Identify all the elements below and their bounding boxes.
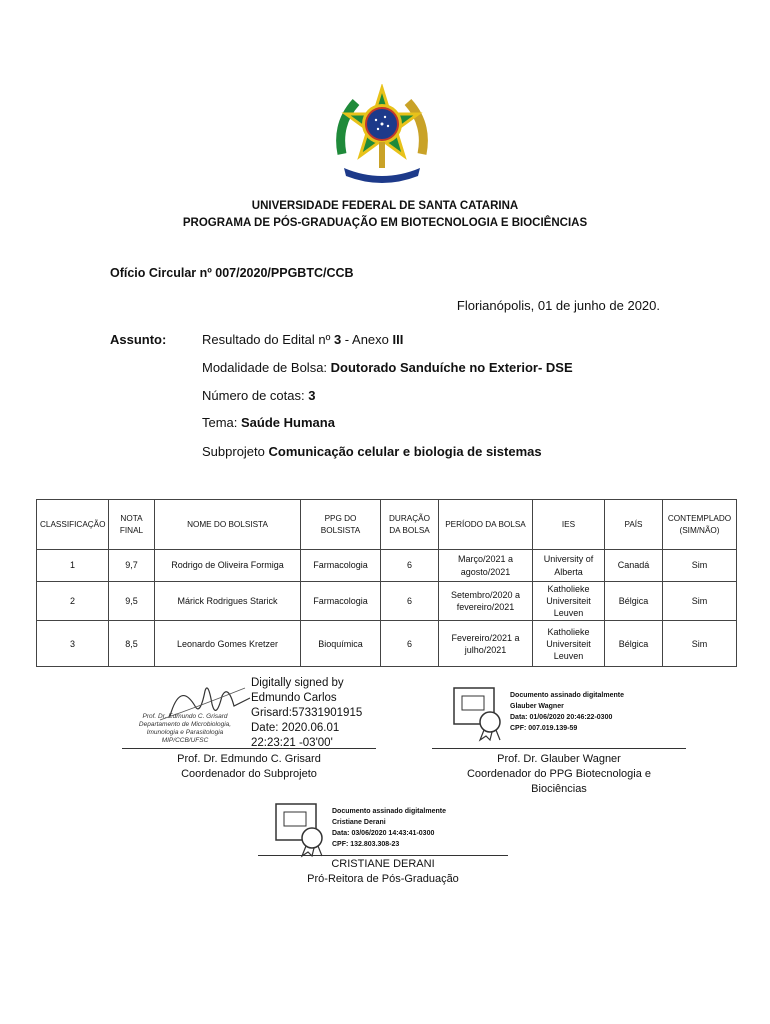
cell-nota: 9,7 bbox=[109, 550, 155, 582]
subprojeto-line: Subprojeto Comunicação celular e biologia de sistemas bbox=[202, 444, 542, 459]
stamp-line: Departamento de Microbiologia, bbox=[138, 721, 232, 729]
digital-line: Grisard:57331901915 bbox=[251, 706, 363, 719]
table-row bbox=[37, 621, 737, 667]
header-periodo: PERÍODO DA BOLSA bbox=[439, 500, 533, 550]
cell-ppg: Farmacologia bbox=[301, 550, 381, 582]
cell-classificacao: 1 bbox=[37, 550, 109, 582]
signer-name: Prof. Dr. Glauber Wagner bbox=[497, 753, 621, 765]
header-classificacao: CLASSIFICAÇÃO bbox=[37, 500, 109, 550]
signer-role: Pró-Reitora de Pós-Graduação bbox=[307, 872, 459, 885]
signer-role: Biociências bbox=[531, 782, 587, 795]
program-title: PROGRAMA DE PÓS-GRADUAÇÃO EM BIOTECNOLOGIA E BIOCIÊNCIAS bbox=[182, 217, 588, 229]
header-nota-final: NOTA FINAL bbox=[109, 500, 155, 550]
digital-signature-text bbox=[251, 676, 362, 751]
stamp-line: Documento assinado digitalmente bbox=[332, 808, 446, 815]
signer-2-block bbox=[432, 752, 686, 797]
brazil-coat-of-arms-icon bbox=[330, 84, 434, 188]
cell-ppg: Farmacologia bbox=[301, 582, 381, 621]
digital-stamp-3 bbox=[332, 807, 446, 850]
tema-line: Tema: Saúde Humana bbox=[202, 415, 335, 430]
cell-duracao: 6 bbox=[381, 550, 439, 582]
stamp-line: Cristiane Derani bbox=[332, 818, 386, 826]
header-pais: PAÍS bbox=[605, 500, 663, 550]
cell-duracao: 6 bbox=[381, 621, 439, 667]
digital-seal-icon bbox=[450, 686, 506, 742]
signer-name: Prof. Dr. Edmundo C. Grisard bbox=[177, 753, 321, 765]
signer-1-block bbox=[122, 752, 376, 782]
digital-seal-icon bbox=[272, 802, 328, 858]
header-ies: IES bbox=[533, 500, 605, 550]
cell-nota: 9,5 bbox=[109, 582, 155, 621]
oficio-number: Ofício Circular nº 007/2020/PPGBTC/CCB bbox=[110, 266, 354, 280]
cell-ies: University of Alberta bbox=[533, 550, 605, 582]
cell-classificacao: 3 bbox=[37, 621, 109, 667]
cell-pais: Bélgica bbox=[605, 621, 663, 667]
resultado-line: Resultado do Edital nº 3 - Anexo III bbox=[202, 332, 404, 347]
cell-pais: Canadá bbox=[605, 550, 663, 582]
digital-line: Date: 2020.06.01 bbox=[251, 721, 340, 734]
stamp-line: Data: 01/06/2020 20:46:22-0300 bbox=[510, 713, 613, 721]
cell-periodo: Março/2021 a agosto/2021 bbox=[439, 550, 533, 582]
signer-role: Coordenador do PPG Biotecnologia e bbox=[466, 767, 652, 780]
cell-duracao: 6 bbox=[381, 582, 439, 621]
stamp-line: Data: 03/06/2020 14:43:41-0300 bbox=[332, 829, 435, 837]
university-title: UNIVERSIDADE FEDERAL DE SANTA CATARINA bbox=[251, 200, 519, 212]
modalidade-line: Modalidade de Bolsa: Doutorado Sanduíche no Exterior- DSE bbox=[202, 360, 573, 375]
signature-line bbox=[258, 855, 508, 856]
stamp-line: Glauber Wagner bbox=[510, 702, 564, 710]
header-duracao: DURAÇÃO DA BOLSA bbox=[381, 500, 439, 550]
cell-periodo: Setembro/2020 a fevereiro/2021 bbox=[439, 582, 533, 621]
cell-ies: Katholieke Universiteit Leuven bbox=[533, 621, 605, 667]
cell-contemplado: Sim bbox=[663, 550, 737, 582]
cell-nome: Márick Rodrigues Starick bbox=[155, 582, 301, 621]
table-row bbox=[37, 582, 737, 621]
cell-contemplado: Sim bbox=[663, 621, 737, 667]
digital-line: 22:23:21 -03'00' bbox=[251, 736, 333, 749]
header-contemplado: CONTEMPLADO (SIM/NÃO) bbox=[663, 500, 737, 550]
signer-name: CRISTIANE DERANI bbox=[331, 858, 435, 870]
stamp-line: Imunologia e Parasitologia bbox=[146, 729, 224, 737]
cell-ppg: Bioquímica bbox=[301, 621, 381, 667]
stamp-line: CPF: 132.803.308-23 bbox=[332, 840, 400, 848]
digital-stamp-2 bbox=[510, 691, 624, 734]
signer-3-block bbox=[258, 857, 508, 887]
digital-line: Edmundo Carlos bbox=[251, 691, 337, 704]
stamp-line: MIP/CCB/UFSC bbox=[161, 737, 209, 745]
cell-pais: Bélgica bbox=[605, 582, 663, 621]
cell-periodo: Fevereiro/2021 a julho/2021 bbox=[439, 621, 533, 667]
cell-ies: Katholieke Universiteit Leuven bbox=[533, 582, 605, 621]
digital-line: Digitally signed by bbox=[251, 677, 344, 689]
stamp-line: Documento assinado digitalmente bbox=[510, 692, 624, 699]
header-nome-bolsista: NOME DO BOLSISTA bbox=[155, 500, 301, 550]
signature-line bbox=[122, 748, 376, 749]
stamp-line: CPF: 007.019.139-59 bbox=[510, 724, 578, 732]
cotas-line: Número de cotas: 3 bbox=[202, 388, 316, 403]
signature-line bbox=[432, 748, 686, 749]
cell-nome: Rodrigo de Oliveira Formiga bbox=[155, 550, 301, 582]
header-ppg-bolsista: PPG DO BOLSISTA bbox=[301, 500, 381, 550]
assunto-label: Assunto: bbox=[110, 332, 167, 347]
cell-nome: Leonardo Gomes Kretzer bbox=[155, 621, 301, 667]
results-table bbox=[36, 499, 737, 667]
date-line: Florianópolis, 01 de junho de 2020. bbox=[456, 298, 660, 313]
stamp-line: Prof. Dr. Edmundo C. Grisard bbox=[142, 713, 228, 720]
cell-nota: 8,5 bbox=[109, 621, 155, 667]
professor-stamp bbox=[120, 713, 250, 746]
signer-role: Coordenador do Subprojeto bbox=[181, 767, 317, 780]
cell-classificacao: 2 bbox=[37, 582, 109, 621]
table-row bbox=[37, 550, 737, 582]
cell-contemplado: Sim bbox=[663, 582, 737, 621]
